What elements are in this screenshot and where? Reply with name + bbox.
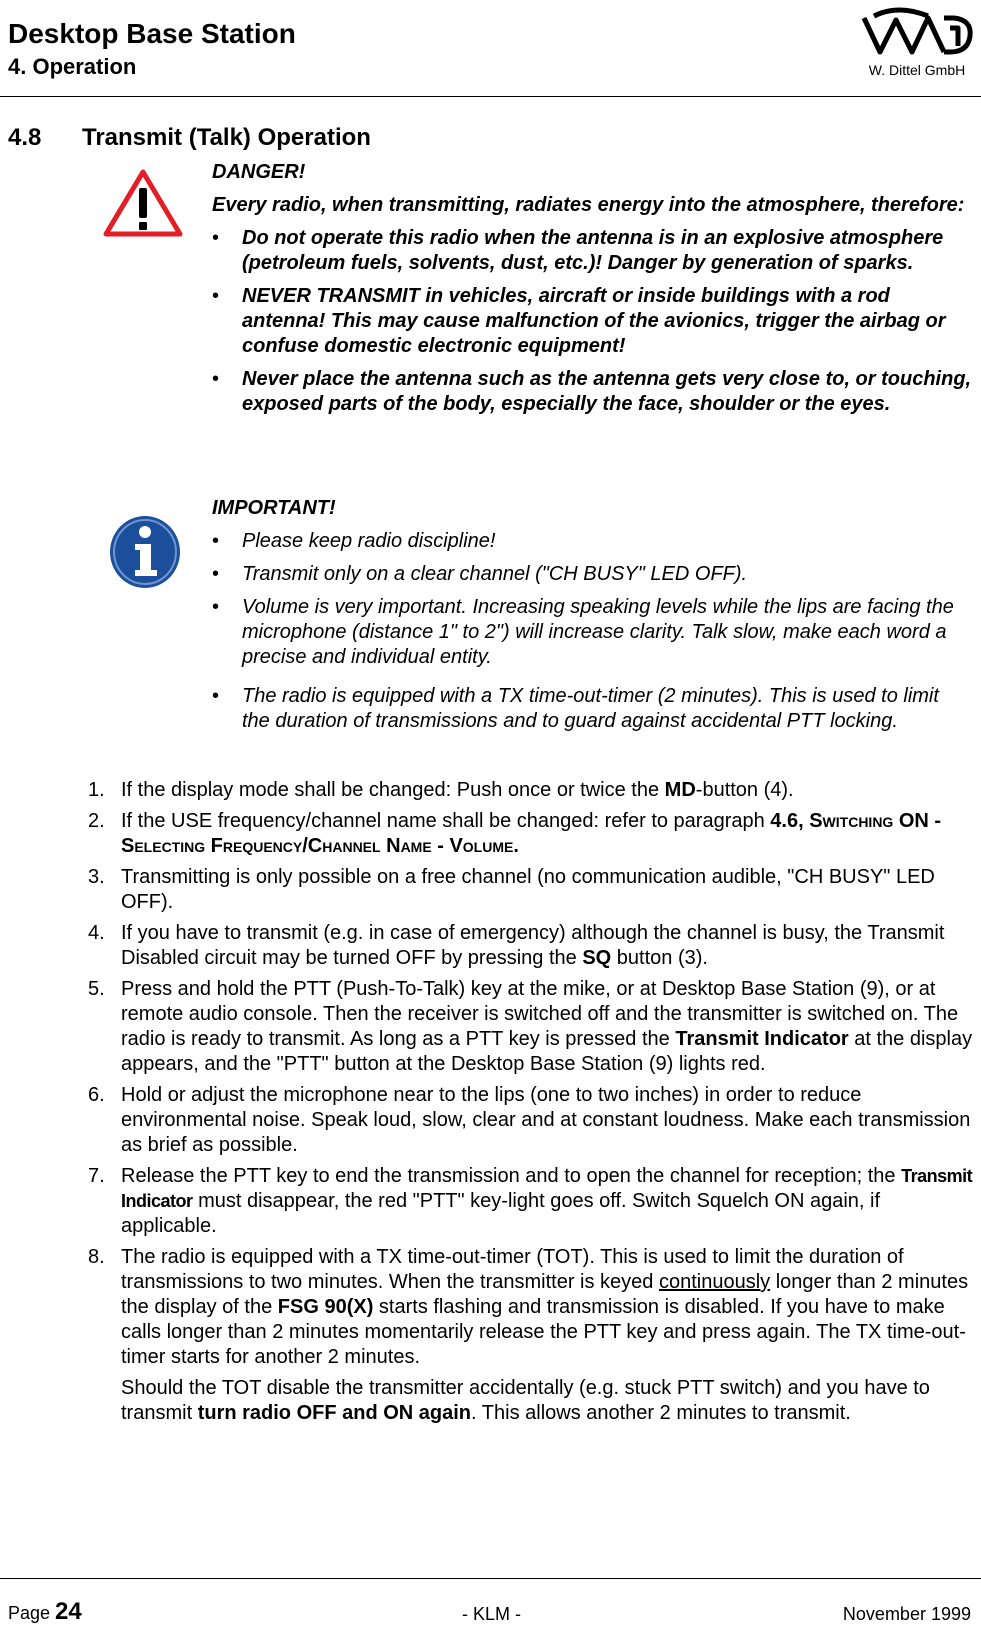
model-name: FSG 90(X): [277, 1296, 374, 1318]
section-title: Transmit (Talk) Operation: [82, 124, 371, 151]
step-text: button (3).: [611, 947, 708, 969]
step-text: . This allows another 2 minutes to transmit.: [471, 1402, 851, 1424]
step-number: 3.: [88, 866, 105, 888]
logo-mark-icon: [858, 6, 976, 62]
step-number: 1.: [88, 779, 105, 801]
page-number-value: 24: [55, 1598, 82, 1625]
important-bullet: [212, 684, 972, 734]
important-bullet: [212, 562, 972, 587]
step-item: [88, 977, 973, 1077]
important-heading: IMPORTANT!: [212, 497, 336, 519]
step-number: 8.: [88, 1246, 105, 1268]
danger-bullet-text: NEVER TRANSMIT in vehicles, aircraft or inside buildings with a rod antenna! This may cause malfunction of the avionics, trigger the airbag or confuse domestic electronic equipment!: [242, 285, 946, 357]
important-bullet-text: Volume is very important. Increasing speaking levels while the lips are facing the microphone (distance 1" to 2") will increase clarity. Talk slow, make each word a precise and individual entity.: [242, 596, 954, 668]
step-number: 7.: [88, 1165, 105, 1187]
emphasis-text: turn radio OFF and ON again: [197, 1402, 472, 1424]
danger-bullet: [212, 226, 972, 276]
warning-triangle-icon: [102, 168, 184, 238]
document-title: Desktop Base Station: [8, 18, 296, 49]
bullet-icon: •: [212, 368, 220, 390]
step-text: If you have to transmit (e.g. in case of emergency) although the channel is busy, the Transmit Disabled circuit may be turned OFF by pressing the: [121, 922, 945, 969]
danger-block: [212, 160, 972, 425]
step-text: Transmitting is only possible on a free channel (no communication audible, "CH BUSY" LED OFF).: [121, 866, 935, 913]
step-item: [88, 1164, 973, 1239]
footer-center: - KLM -: [462, 1604, 522, 1624]
important-bullet-text: The radio is equipped with a TX time-out-timer (2 minutes). This is used to limit the duration of transmissions and to guard against accidental PTT locking.: [242, 685, 939, 732]
chapter-title: 4. Operation: [8, 54, 137, 79]
bullet-icon: •: [212, 563, 220, 585]
important-bullet-text: Please keep radio discipline!: [242, 530, 496, 552]
danger-intro: Every radio, when transmitting, radiates energy into the atmosphere, therefore:: [212, 194, 965, 216]
step-text: Should the TOT disable the transmitter accidentally (e.g. stuck PTT switch) and you have to transmit: [121, 1377, 930, 1424]
step-item: [88, 809, 973, 859]
logo-company-name: W. Dittel GmbH: [868, 62, 966, 78]
page-number: [8, 1598, 82, 1626]
important-bullet: [212, 529, 972, 554]
bullet-icon: •: [212, 285, 220, 307]
step-item: [88, 1083, 973, 1158]
danger-heading: DANGER!: [212, 161, 306, 183]
step-text: -button (4).: [695, 779, 794, 801]
important-block: [212, 496, 972, 742]
footer-divider: [0, 1578, 981, 1579]
step-text: If the display mode shall be changed: Push once or twice the: [121, 779, 665, 801]
step-number: 4.: [88, 922, 105, 944]
bullet-icon: •: [212, 685, 220, 707]
header-divider: [0, 96, 981, 97]
paragraph-reference: 4.6, Switching ON - Selecting Frequency/Channel Name - Volume.: [121, 810, 942, 857]
step-note: [88, 1376, 973, 1426]
md-button-ref: MD: [664, 779, 696, 801]
danger-bullet: [212, 367, 972, 417]
bullet-icon: •: [212, 227, 220, 249]
danger-bullet: [212, 284, 972, 359]
step-text: must disappear, the red "PTT" key-light goes off. Switch Squelch ON again, if applicable.: [121, 1190, 881, 1237]
step-text: The radio is equipped with a TX time-out-timer (TOT). This is used to limit the duration of transmissions to two minutes. When the transmitter is keyed: [121, 1246, 904, 1293]
underlined-term: continuously: [658, 1271, 771, 1293]
step-text: at the display appears, and the "PTT" button at the Desktop Base Station (9) lights red.: [121, 1028, 973, 1075]
section-number: 4.8: [8, 124, 42, 151]
transmit-indicator-ref: Transmit Indicator: [121, 1166, 973, 1211]
danger-bullet-text: Do not operate this radio when the antenna is in an explosive atmosphere (petroleum fuels, solvents, dust, etc.)! Danger by generation of sparks.: [242, 227, 944, 274]
bullet-icon: •: [212, 530, 220, 552]
info-icon: [105, 512, 185, 592]
step-number: 5.: [88, 978, 105, 1000]
step-text: longer than 2 minutes the display of the: [121, 1271, 969, 1318]
page-label: Page: [8, 1603, 56, 1623]
important-bullet-text: Transmit only on a clear channel ("CH BUSY" LED OFF).: [242, 563, 748, 585]
transmit-indicator-ref: Transmit Indicator: [675, 1028, 849, 1050]
step-item: [88, 865, 973, 915]
step-number: 6.: [88, 1084, 105, 1106]
step-text: Hold or adjust the microphone near to the lips (one to two inches) in order to reduce environmental noise. Speak loud, slow, clear and at constant loudness. Make each transmission as brief as possible.: [121, 1084, 971, 1156]
step-text: Press and hold the PTT (Push-To-Talk) key at the mike, or at Desktop Base Station (9), or at remote audio console. Then the receiver is switched off and the transmitter is switched on. The radio is ready to transmit. As long as a PTT key is pressed the: [121, 978, 959, 1050]
step-text: If the USE frequency/channel name shall be changed: refer to paragraph: [121, 810, 771, 832]
step-number: 2.: [88, 810, 105, 832]
step-list: [88, 778, 973, 1426]
bullet-icon: •: [212, 596, 220, 618]
step-item: [88, 1245, 973, 1370]
company-logo: [858, 6, 976, 80]
step-item: [88, 921, 973, 971]
sq-button-ref: SQ: [582, 947, 612, 969]
footer-date: November 1999: [842, 1604, 971, 1624]
step-item: [88, 778, 973, 803]
danger-bullet-text: Never place the antenna such as the antenna gets very close to, or touching, exposed parts of the body, especially the face, shoulder or the eyes.: [242, 368, 972, 415]
important-bullet: [212, 595, 972, 670]
step-text: starts flashing and transmission is disabled. If you have to make calls longer than 2 minutes momentarily release the PTT key and press again. The TX time-out-timer starts for another 2 minutes.: [121, 1296, 966, 1368]
step-text: Release the PTT key to end the transmission and to open the channel for reception; the: [121, 1165, 902, 1187]
